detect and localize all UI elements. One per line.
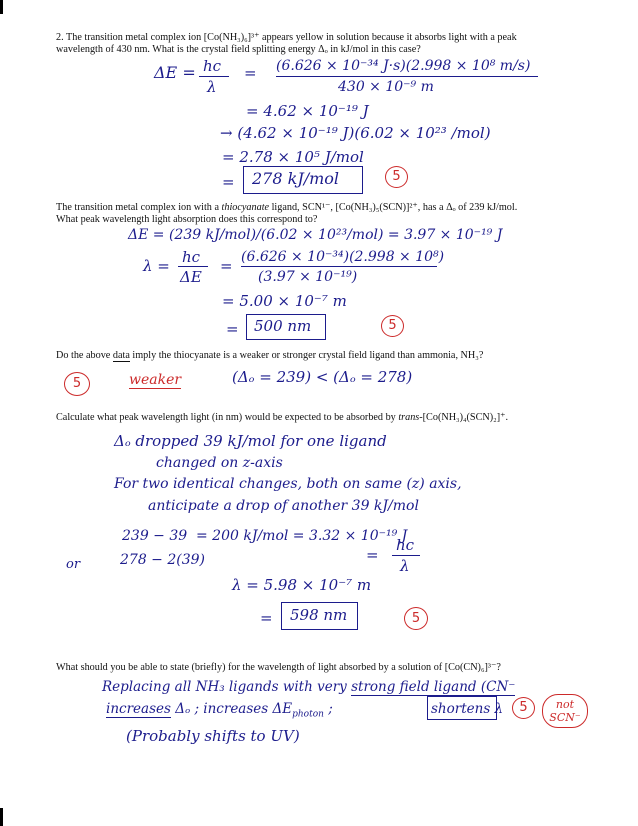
q5-prompt-trans: trans — [398, 412, 420, 423]
q2-answer: 278 kJ/mol — [252, 169, 340, 188]
q2-numerator: (6.626 × 10⁻³⁴ J·s)(2.998 × 10⁸ m/s) — [276, 58, 531, 74]
q4-prompt-data: data — [112, 350, 130, 361]
q6-semicolon: ; — [323, 701, 333, 717]
q3-prompt-c: ligand, SCN¹⁻, [Co(NH₃)₅(SCN)]²⁺, has a Δₒ of 239 kJ/mol. — [269, 202, 518, 213]
q2-delta-e: ΔE = — [154, 63, 196, 82]
q3-prompt-a: The transition metal complex ion with a — [56, 202, 222, 213]
q3-prompt-line1 — [56, 202, 517, 215]
q3-prompt-thiocyanate: thiocyanate — [221, 202, 270, 213]
q3-delta-e: ΔE — [180, 268, 202, 286]
q3-sci-line: = 5.00 × 10⁻⁷ m — [222, 292, 347, 310]
q5-hc: hc — [396, 536, 415, 554]
q5-answer-equals: = — [260, 609, 273, 627]
q5-line2: changed on z-axis — [156, 455, 283, 471]
q2-hc: hc — [203, 57, 222, 75]
q5-calc-result: = 200 kJ/mol = 3.32 × 10⁻¹⁹ J — [196, 528, 408, 544]
q6-answer-line2-b: Δₒ ; increases ΔE — [170, 701, 293, 717]
q3-score-circle: 5 — [381, 315, 404, 337]
q5-line4: anticipate a drop of another 39 kJ/mol — [148, 498, 419, 514]
q5-prompt-b: -[Co(NH₃)₄(SCN)₂]⁺. — [419, 412, 509, 423]
q2-prompt-line1: 2. The transition metal complex ion [Co(NH₃)₆]³⁺ appears yellow in solution because it absorbs light with a peak — [56, 32, 517, 43]
q5-fraction-bar-hc — [392, 555, 420, 556]
q6-not: not — [555, 698, 575, 711]
q6-answer-line1-a: Replacing all NH₃ ligands with very — [102, 679, 352, 695]
q2-molar-line: → (4.62 × 10⁻¹⁹ J)(6.02 × 10²³ /mol) — [220, 124, 491, 142]
q5-lambda-line: λ = 5.98 × 10⁻⁷ m — [232, 576, 372, 594]
q5-lambda: λ — [400, 557, 410, 575]
q2-answer-equals: = — [222, 173, 235, 191]
q2-prompt-line2: wavelength of 430 nm. What is the crystal field splitting energy Δₒ in kJ/mol in this case? — [56, 44, 421, 55]
q6-strong-field: strong field ligand (CN⁻ — [351, 679, 516, 695]
q5-answer: 598 nm — [290, 606, 348, 624]
q5-line3: For two identical changes, both on same (z) axis, — [114, 476, 462, 492]
q6-answer-line3: (Probably shifts to UV) — [126, 727, 300, 745]
scan-mark-bottom — [0, 808, 3, 826]
q3-fraction-bar — [241, 266, 437, 267]
q5-equals: = — [366, 546, 379, 564]
q3-denominator: (3.97 × 10⁻¹⁹) — [258, 269, 358, 285]
q3-answer: 500 nm — [254, 317, 312, 335]
q4-answer-text: weaker — [129, 372, 182, 388]
q3-lambda: λ = — [143, 257, 170, 275]
scan-mark-top — [0, 0, 3, 14]
q2-jmol-line: = 2.78 × 10⁵ J/mol — [222, 148, 364, 166]
q3-numerator: (6.626 × 10⁻³⁴)(2.998 × 10⁸) — [241, 249, 445, 265]
q5-calc1: 239 − 39 — [122, 528, 188, 544]
q2-lambda: λ — [207, 78, 217, 96]
q5-prompt-a: Calculate what peak wavelength light (in nm) would be expected to be absorbed by — [56, 412, 399, 423]
q4-prompt-b: imply the thiocyanate is a weaker or stronger crystal field ligand than ammonia, NH₃? — [129, 350, 484, 361]
q3-answer-equals: = — [226, 320, 239, 338]
q4-prompt — [56, 350, 483, 363]
q2-score-circle: 5 — [385, 166, 408, 188]
q4-score-circle: 5 — [64, 372, 90, 396]
q3-delta-e-line: ΔE = (239 kJ/mol)/(6.02 × 10²³/mol) = 3.97 × 10⁻¹⁹ J — [128, 227, 503, 243]
q6-shortens: shortens λ — [431, 701, 504, 717]
q6-answer-line1 — [102, 678, 515, 696]
q6-answer-line2 — [106, 700, 333, 724]
q3-hc: hc — [182, 248, 201, 266]
q4-answer — [129, 372, 181, 388]
q5-prompt — [56, 412, 508, 425]
q5-score-circle: 5 — [404, 607, 428, 630]
q6-increases: increases — [106, 701, 171, 717]
q4-compare: (Δₒ = 239) < (Δₒ = 278) — [232, 368, 413, 386]
q2-equals: = — [244, 64, 257, 82]
q3-prompt-line2: What peak wavelength light absorption does this correspond to? — [56, 214, 318, 225]
q6-score-circle: 5 — [512, 697, 535, 719]
q6-scn: SCN⁻ — [549, 711, 581, 724]
q6-not-scn — [542, 694, 588, 728]
q5-calc-or: or — [66, 557, 81, 572]
q2-energy-line: = 4.62 × 10⁻¹⁹ J — [246, 102, 369, 120]
q5-calc2: 278 − 2(39) — [120, 552, 205, 568]
q3-equals: = — [220, 257, 233, 275]
q2-fraction-bar-hc — [199, 76, 229, 77]
q6-prompt: What should you be able to state (briefly) for the wavelength of light absorbed by a solution of [Co(CN)₆]³⁻? — [56, 662, 501, 673]
q2-denominator: 430 × 10⁻⁹ m — [338, 79, 434, 95]
q6-photon-sub: photon — [292, 709, 324, 720]
q5-line1: Δₒ dropped 39 kJ/mol for one ligand — [114, 432, 387, 450]
q3-fraction-bar-hc — [178, 266, 208, 267]
q4-prompt-a: Do the above — [56, 350, 113, 361]
q2-fraction-bar — [276, 76, 538, 77]
